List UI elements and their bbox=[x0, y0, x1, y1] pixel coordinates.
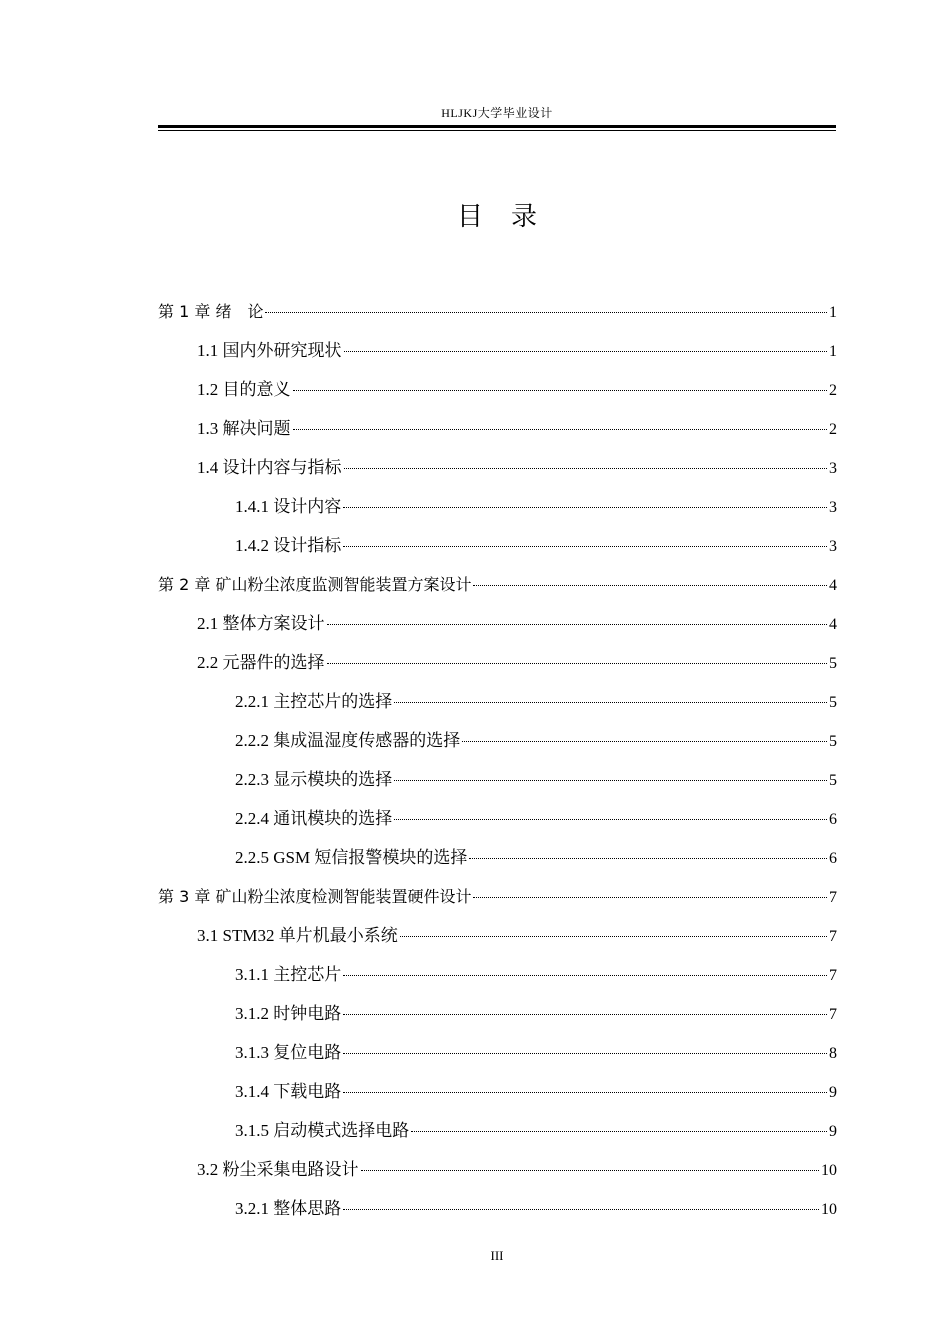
toc-entry[interactable] bbox=[158, 569, 837, 608]
toc-entry-label: 3.1.3 复位电路 bbox=[235, 1043, 342, 1062]
toc-entry-page: 9 bbox=[829, 1123, 837, 1140]
toc-entry[interactable] bbox=[158, 335, 837, 374]
running-header: HLJKJ大学毕业设计 bbox=[441, 106, 553, 120]
toc-entry-page: 3 bbox=[829, 499, 837, 516]
toc-entry-label: 3.1 STM32 单片机最小系统 bbox=[197, 926, 398, 945]
toc-entry-label: 3.1.2 时钟电路 bbox=[235, 1004, 342, 1023]
toc-dot-leader bbox=[343, 507, 827, 508]
toc-entry-label: 1.1 国内外研究现状 bbox=[197, 341, 342, 360]
toc-dot-leader bbox=[327, 624, 828, 625]
toc-entry-label: 第 2 章 矿山粉尘浓度监测智能装置方案设计 bbox=[158, 575, 472, 594]
toc-dot-leader bbox=[343, 1092, 827, 1093]
toc-dot-leader bbox=[469, 858, 827, 859]
toc-entry[interactable] bbox=[158, 1193, 837, 1232]
toc-entry[interactable] bbox=[158, 1076, 837, 1115]
toc-entry-label: 1.4 设计内容与指标 bbox=[197, 458, 342, 477]
toc-entry-label: 2.2.1 主控芯片的选择 bbox=[235, 692, 393, 711]
toc-dot-leader bbox=[265, 312, 827, 313]
toc-entry-page: 1 bbox=[829, 343, 837, 360]
toc-entry-page: 6 bbox=[829, 850, 837, 867]
toc-entry-page: 7 bbox=[829, 967, 837, 984]
toc-entry-page: 5 bbox=[829, 694, 837, 711]
header-rule-thin bbox=[158, 130, 836, 131]
toc-title: 目录 bbox=[456, 202, 565, 232]
toc-entry-page: 4 bbox=[829, 616, 837, 633]
toc-dot-leader bbox=[343, 975, 827, 976]
toc-entry-page: 9 bbox=[829, 1084, 837, 1101]
toc-dot-leader bbox=[344, 351, 828, 352]
toc-entry[interactable] bbox=[158, 920, 837, 959]
toc-dot-leader bbox=[343, 1053, 827, 1054]
toc-entry-label: 2.2.5 GSM 短信报警模块的选择 bbox=[235, 848, 468, 867]
toc-dot-leader bbox=[473, 585, 827, 586]
toc-entry-label: 第 3 章 矿山粉尘浓度检测智能装置硬件设计 bbox=[158, 887, 472, 906]
toc-dot-leader bbox=[344, 468, 828, 469]
toc-entry-label: 3.2 粉尘采集电路设计 bbox=[197, 1160, 359, 1179]
toc-entry-label: 2.1 整体方案设计 bbox=[197, 614, 325, 633]
toc-dot-leader bbox=[327, 663, 828, 664]
toc-dot-leader bbox=[394, 702, 827, 703]
toc-entry[interactable] bbox=[158, 452, 837, 491]
toc-entry-label: 1.2 目的意义 bbox=[197, 380, 291, 399]
toc-entry[interactable] bbox=[158, 998, 837, 1037]
toc-dot-leader bbox=[343, 546, 827, 547]
toc-dot-leader bbox=[462, 741, 827, 742]
toc-entry-page: 3 bbox=[829, 460, 837, 477]
toc-entry-page: 2 bbox=[829, 382, 837, 399]
toc-entry[interactable] bbox=[158, 842, 837, 881]
toc-entry-label: 2.2.4 通讯模块的选择 bbox=[235, 809, 393, 828]
toc-entry[interactable] bbox=[158, 881, 837, 920]
toc-entry-page: 10 bbox=[821, 1162, 837, 1179]
toc-entry[interactable] bbox=[158, 647, 837, 686]
toc-entry[interactable] bbox=[158, 725, 837, 764]
toc-entry[interactable] bbox=[158, 608, 837, 647]
table-of-contents bbox=[158, 296, 837, 1232]
toc-dot-leader bbox=[293, 429, 828, 430]
toc-dot-leader bbox=[400, 936, 827, 937]
toc-dot-leader bbox=[394, 780, 827, 781]
toc-entry[interactable] bbox=[158, 491, 837, 530]
toc-dot-leader bbox=[411, 1131, 827, 1132]
toc-entry-page: 4 bbox=[829, 577, 837, 594]
toc-entry-page: 1 bbox=[829, 304, 837, 321]
toc-entry-label: 2.2.3 显示模块的选择 bbox=[235, 770, 393, 789]
toc-entry[interactable] bbox=[158, 530, 837, 569]
toc-entry-label: 2.2.2 集成温湿度传感器的选择 bbox=[235, 731, 461, 750]
toc-entry[interactable] bbox=[158, 1115, 837, 1154]
toc-entry-page: 10 bbox=[821, 1201, 837, 1218]
toc-entry-page: 7 bbox=[829, 1006, 837, 1023]
toc-dot-leader bbox=[361, 1170, 820, 1171]
toc-dot-leader bbox=[473, 897, 827, 898]
toc-entry-page: 7 bbox=[829, 928, 837, 945]
toc-entry-label: 2.2 元器件的选择 bbox=[197, 653, 325, 672]
toc-entry-page: 5 bbox=[829, 655, 837, 672]
toc-entry-label: 3.1.1 主控芯片 bbox=[235, 965, 342, 984]
toc-entry-page: 5 bbox=[829, 772, 837, 789]
header-rule-thick bbox=[158, 125, 836, 128]
toc-entry-page: 2 bbox=[829, 421, 837, 438]
toc-entry-label: 1.4.2 设计指标 bbox=[235, 536, 342, 555]
toc-entry-label: 第 1 章 绪 论 bbox=[158, 302, 264, 321]
toc-dot-leader bbox=[343, 1014, 827, 1015]
toc-dot-leader bbox=[293, 390, 828, 391]
toc-entry-label: 1.4.1 设计内容 bbox=[235, 497, 342, 516]
toc-entry-label: 3.1.4 下载电路 bbox=[235, 1082, 342, 1101]
toc-dot-leader bbox=[343, 1209, 819, 1210]
toc-dot-leader bbox=[394, 819, 827, 820]
toc-entry[interactable] bbox=[158, 296, 837, 335]
toc-entry[interactable] bbox=[158, 686, 837, 725]
page-number: III bbox=[490, 1248, 504, 1263]
toc-entry-page: 6 bbox=[829, 811, 837, 828]
toc-entry-label: 1.3 解决问题 bbox=[197, 419, 291, 438]
toc-entry[interactable] bbox=[158, 374, 837, 413]
toc-entry[interactable] bbox=[158, 803, 837, 842]
toc-entry-page: 5 bbox=[829, 733, 837, 750]
toc-entry[interactable] bbox=[158, 959, 837, 998]
toc-entry[interactable] bbox=[158, 1037, 837, 1076]
toc-entry-page: 3 bbox=[829, 538, 837, 555]
toc-entry-page: 7 bbox=[829, 889, 837, 906]
toc-entry-page: 8 bbox=[829, 1045, 837, 1062]
toc-entry-label: 3.2.1 整体思路 bbox=[235, 1199, 342, 1218]
toc-entry[interactable] bbox=[158, 1154, 837, 1193]
toc-entry-label: 3.1.5 启动模式选择电路 bbox=[235, 1121, 410, 1140]
toc-entry[interactable] bbox=[158, 413, 837, 452]
toc-entry[interactable] bbox=[158, 764, 837, 803]
